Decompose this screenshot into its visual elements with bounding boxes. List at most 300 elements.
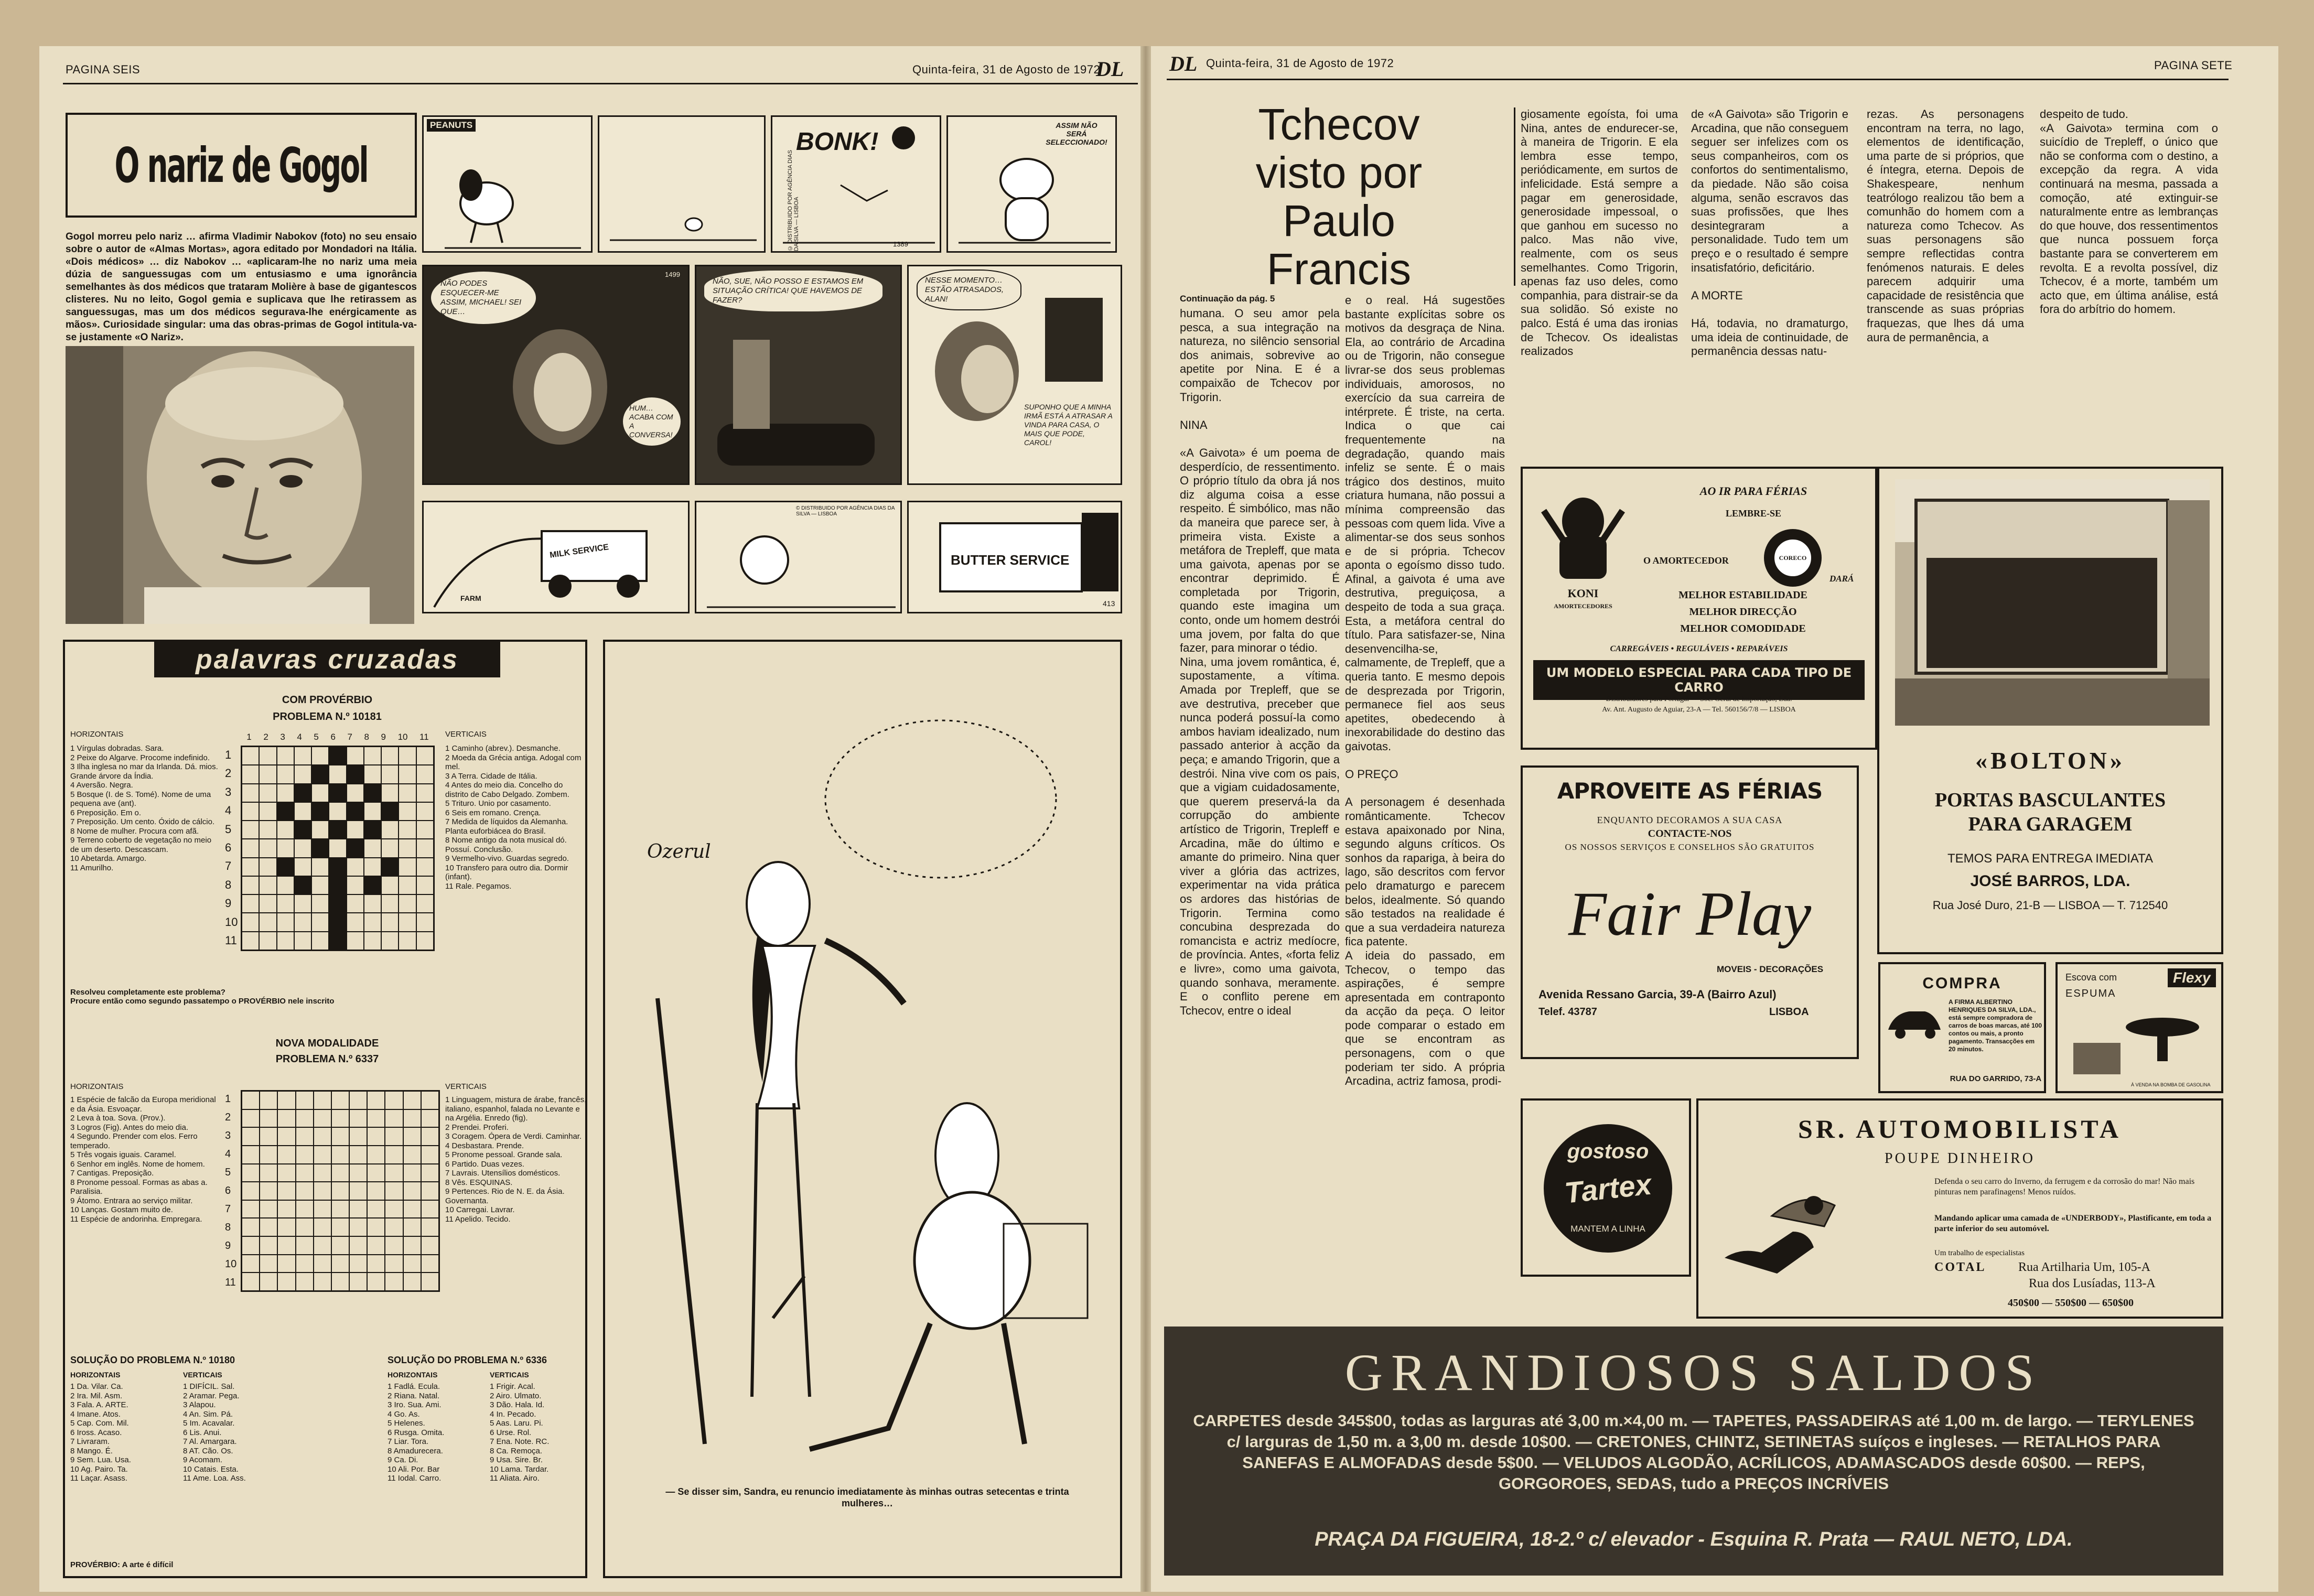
left-date: Quinta-feira, 31 de Agosto de 1972 xyxy=(912,63,1101,76)
grid-cell xyxy=(417,877,433,894)
proverb-line: PROVÉRBIO: A arte é difícil xyxy=(70,1560,174,1569)
drama-drawing-2 xyxy=(696,266,903,487)
grid-cell xyxy=(422,1110,438,1127)
grid-1-row-numbers xyxy=(225,746,238,950)
grid-cell xyxy=(329,784,346,802)
right-page-number: PAGINA SETE xyxy=(2154,59,2233,72)
row-num: 11 xyxy=(225,934,237,947)
sol-2-h-label: HORIZONTAIS xyxy=(388,1371,438,1379)
grid-cell xyxy=(312,765,328,783)
col-num: 5 xyxy=(314,732,319,742)
drama-panel-2 xyxy=(695,265,902,485)
grid-cell xyxy=(296,1182,313,1200)
resolve-note: Resolveu completamente este problema? Procure então como segundo passatempo o PROVÉRBIO nele inscrito xyxy=(70,988,335,1006)
grid-cell xyxy=(422,1092,438,1109)
crossword-subtitle: COM PROVÉRBIO xyxy=(282,694,373,706)
brush-icon xyxy=(2063,1006,2220,1080)
grid-cell xyxy=(260,803,276,820)
grid-cell xyxy=(382,747,398,764)
grid-cell xyxy=(382,895,398,912)
drama-bubble-5: SUPONHO QUE A MINHA IRMÃ ESTÁ A ATRASAR A VINDA PARA CASA, O MAIS QUE PODE, CAROL! xyxy=(1024,403,1113,447)
saldos-footer: PRAÇA DA FIGUEIRA, 18-2.º c/ elevador - Esquina R. Prata — RAUL NETO, LDA. xyxy=(1315,1528,2073,1550)
ball-drawing xyxy=(772,117,943,254)
grid-cell xyxy=(242,1146,259,1163)
row-num: 7 xyxy=(225,1203,231,1215)
grid-cell xyxy=(296,1092,313,1109)
grid-cell xyxy=(296,1201,313,1218)
fairplay-line3: OS NOSSOS SERVIÇOS E CONSELHOS SÃO GRATUITOS xyxy=(1565,842,1815,852)
row-num: 3 xyxy=(225,785,232,799)
crossword-grid-2 xyxy=(241,1090,440,1292)
auto-company: COTAL xyxy=(1934,1260,1986,1274)
grid-cell xyxy=(278,1092,295,1109)
grid-cell xyxy=(295,747,311,764)
grid-cell xyxy=(329,932,346,950)
grid-cell xyxy=(399,895,415,912)
koni-line7: MELHOR COMODIDADE xyxy=(1680,623,1806,634)
row-num: 6 xyxy=(225,1185,231,1196)
saldos-title: GRANDIOSOS SALDOS xyxy=(1344,1343,2043,1401)
grid-cell xyxy=(242,765,259,783)
grid-cell xyxy=(312,784,328,802)
compra-body: A FIRMA ALBERTINO HENRIQUES DA SILVA, LDA., está sempre compradora de carros de boas marcas, até 100 contos ou mais, a pronto pagamento. Transacções em 20 minutos. xyxy=(1949,998,2042,1053)
snoopy-bubble: ASSIM NÃO SERÁ SELECCIONADO! xyxy=(1046,121,1107,146)
grid-cell xyxy=(350,1273,367,1290)
grid-cell xyxy=(260,858,276,876)
col-num: 7 xyxy=(347,732,352,742)
col-num: 9 xyxy=(381,732,386,742)
grid-cell xyxy=(417,765,433,783)
grid-cell xyxy=(312,839,328,857)
grid-cell xyxy=(242,1201,259,1218)
grid-cell xyxy=(368,1092,384,1109)
peanuts-panel-1 xyxy=(422,115,593,253)
crossword-banner xyxy=(154,642,500,677)
grid-cell xyxy=(364,895,381,912)
grid-cell xyxy=(242,1237,259,1254)
grid-cell xyxy=(332,1255,349,1273)
grid-cell xyxy=(329,895,346,912)
grid-cell xyxy=(347,895,363,912)
koni-line1: AO IR PARA FÉRIAS xyxy=(1699,484,1807,498)
grid-cell xyxy=(314,1092,331,1109)
right-header-rule xyxy=(1167,79,2229,80)
milk-panel-2 xyxy=(695,501,902,613)
grid-cell xyxy=(368,1146,384,1163)
v-label-2: VERTICAIS xyxy=(445,1082,487,1091)
grid-cell xyxy=(364,747,381,764)
bolton-company: JOSÉ BARROS, LDA. xyxy=(1970,872,2130,890)
col-num: 4 xyxy=(297,732,302,742)
grid-cell xyxy=(242,895,259,912)
grid-cell xyxy=(417,895,433,912)
grid-cell xyxy=(260,747,276,764)
grid-cell xyxy=(278,1237,295,1254)
fairplay-brand: Fair Play xyxy=(1568,879,1812,948)
grid-cell xyxy=(314,1273,331,1290)
grid-cell xyxy=(295,858,311,876)
milk-agency: © DISTRIBUIDO POR AGÊNCIA DIAS DA SILVA — LISBOA xyxy=(796,505,895,517)
grid-cell xyxy=(296,1164,313,1182)
grid-cell xyxy=(277,784,294,802)
grid-cell xyxy=(296,1255,313,1273)
grid-cell xyxy=(277,858,294,876)
grid-cell xyxy=(260,784,276,802)
grid-cell xyxy=(399,913,415,931)
grid-cell xyxy=(332,1273,349,1290)
fairplay-tagline: MOVEIS - DECORAÇÕES xyxy=(1717,964,1824,974)
garage-photo xyxy=(1895,479,2210,726)
article-col-4: de «A Gaivota» são Trigorin e Arcadina, que não conseguem seguer ser infelizes com os seus companheiros, com os confortos do sentimentalismo, da piedade. Não são coisa alguma, senão escravos das suas profissões, que lhes desintegraram a personalidade. Tudo tem um preço e o resultado é sempre insatisfatório, deficitário. A MORTE Há, todavia, no dramaturgo, uma ideia de continuidade, de permanência dessas natu- xyxy=(1691,107,1848,358)
grid-cell xyxy=(422,1146,438,1163)
grid-cell xyxy=(278,1164,295,1182)
col-num: 10 xyxy=(397,732,408,742)
grid-cell xyxy=(385,1164,402,1182)
grid-cell xyxy=(404,1255,421,1273)
koni-line2: LEMBRE-SE xyxy=(1725,508,1782,519)
num-413: 413 xyxy=(1103,599,1115,608)
grid-cell xyxy=(295,877,311,894)
grid-cell xyxy=(385,1273,402,1290)
grid-cell xyxy=(312,803,328,820)
row-num: 3 xyxy=(225,1130,231,1141)
koni-line5: MELHOR ESTABILIDADE xyxy=(1678,589,1807,601)
grid-cell xyxy=(260,1182,277,1200)
grid-cell xyxy=(296,1218,313,1236)
comics-section xyxy=(422,110,1122,620)
auto-body1: Defenda o seu carro do Inverno, da ferrugem e da corrosão do mar! Não mais pinturas nem parafinagens! Menos ruídos. xyxy=(1934,1177,2195,1196)
solution-2-h: 1 Fadlá. Ecula. 2 Riana. Natal. 3 Iro. Sua. Ami. 4 Go. As. 5 Helenes. 6 Rusga. Omita. 7 Liar. Tora. 8 Amadurecera. 9 Ca. Di. 10 Ali. Por. Bar 11 Iodal. Carro. xyxy=(388,1382,445,1483)
grid-cell xyxy=(242,913,259,931)
grid-cell xyxy=(296,1128,313,1145)
milk-label: MILK SERVICE xyxy=(549,543,610,560)
grid-cell xyxy=(368,1237,384,1254)
grid-cell xyxy=(368,1164,384,1182)
drama-panel-3 xyxy=(907,265,1122,485)
grid-cell xyxy=(347,858,363,876)
grid-cell xyxy=(385,1255,402,1273)
col-num: 11 xyxy=(419,732,429,742)
grid-cell xyxy=(368,1182,384,1200)
grid-cell xyxy=(329,913,346,931)
crossword-banner-text: palavras cruzadas xyxy=(196,644,459,675)
grid-cell xyxy=(385,1182,402,1200)
row-num: 1 xyxy=(225,1093,231,1105)
grid-cell xyxy=(364,877,381,894)
spray-car-icon xyxy=(1709,1174,1845,1310)
gogol-caption: Gogol morreu pelo nariz … afirma Vladimir Nabokov (foto) no seu ensaio sobre o autor de «Almas Mortas», agora editado por Mondadori na Itália. «Dois médicos» … diz Nabokov … «aplicaram-lhe no nariz uma meia dúzia de sanguessugas com um entusiasmo e uma ignorância semelhantes às dos médicos que trataram Molière à base de gigantescos clisteres. Nu no leito, Gogol gemia e suplicava que lhe retirassem as sanguessugas, mas um dos médicos segurava-lhe enérgicamente as mãos». Curiosidade singular: uma das obras-primas de Gogol intitula-va-se justamente «O Nariz». xyxy=(66,231,417,343)
gogol-section xyxy=(66,113,417,624)
auto-title: SR. AUTOMOBILISTA xyxy=(1798,1114,2122,1144)
grid-cell xyxy=(242,932,259,950)
grid-cell xyxy=(260,765,276,783)
fairplay-line2: CONTACTE-NOS xyxy=(1648,828,1732,839)
row-num: 5 xyxy=(225,822,232,836)
snoopy-drawing xyxy=(424,117,594,254)
grid-cell xyxy=(364,932,381,950)
grid-cell xyxy=(399,765,415,783)
grid-cell xyxy=(277,877,294,894)
grid-cell xyxy=(385,1110,402,1127)
grid-cell xyxy=(295,839,311,857)
grid-cell xyxy=(422,1237,438,1254)
grid-cell xyxy=(364,784,381,802)
grid-cell xyxy=(242,877,259,894)
grid-cell xyxy=(332,1146,349,1163)
grid-cell xyxy=(347,747,363,764)
grid-cell xyxy=(332,1218,349,1236)
grid-cell xyxy=(417,803,433,820)
grid-cell xyxy=(277,765,294,783)
grid-cell xyxy=(350,1164,367,1182)
grid-cell xyxy=(417,784,433,802)
row-num: 2 xyxy=(225,767,232,780)
compra-title: COMPRA xyxy=(1922,975,2002,992)
v-label-1: VERTICAIS xyxy=(445,730,487,739)
grid-cell xyxy=(404,1164,421,1182)
grid-cell xyxy=(364,765,381,783)
grid-cell xyxy=(404,1237,421,1254)
flexy-brand: Flexy xyxy=(2168,968,2216,987)
peanuts-panel-2 xyxy=(598,115,766,253)
nabokov-portrait xyxy=(66,346,414,624)
cartoon-section xyxy=(603,640,1122,1578)
grid-cell xyxy=(242,1164,259,1182)
grid-cell xyxy=(422,1218,438,1236)
center-fold xyxy=(1140,46,1151,1592)
cartoon-signature: Ozerul xyxy=(647,841,711,862)
row-num: 10 xyxy=(225,1258,237,1270)
koni-ad xyxy=(1521,467,1877,750)
auto-body2: Mandando aplicar uma camada de «UNDERBODY», Plastificante, em toda a parte inferior do seu automóvel. xyxy=(1934,1214,2212,1233)
col-num: 2 xyxy=(263,732,268,742)
v-clues-2: 1 Linguagem, mistura de árabe, francês, italiano, espanhol, falada no Levante e na Argélia. Enredo (fig). 2 Prendei. Proferi. 3 Coragem. Ópera de Verdi. Caminhar. 4 Desbastara. Prende. 5 Pronome pessoal. Grande sala. 6 Partido. Duas vezes. 7 Lavrais. Utensílios domésticos. 8 Vês. ESQUINAS. 9 Pertences. Rio de N. E. da Ásia. Governanta. 10 Carregai. Lavrar. 11 Apelido. Tecido. xyxy=(445,1095,587,1224)
grid-cell xyxy=(364,839,381,857)
auto-prices: 450$00 — 550$00 — 650$00 xyxy=(2008,1297,2134,1309)
grid-cell xyxy=(242,1273,259,1290)
grid-cell xyxy=(350,1237,367,1254)
grid-2-row-numbers xyxy=(225,1090,238,1292)
koni-brand-sub: AMORTECEDORES xyxy=(1554,602,1612,610)
butter-label: BUTTER SERVICE xyxy=(951,552,1070,568)
flexy-line2: ESPUMA xyxy=(2065,988,2116,999)
grid-cell xyxy=(382,913,398,931)
woodstock-drawing xyxy=(599,117,767,254)
num-1499: 1499 xyxy=(665,271,680,278)
grid-cell xyxy=(242,747,259,764)
drama-panel-1 xyxy=(422,265,690,485)
grid-cell xyxy=(242,1128,259,1145)
solution-2-v: 1 Frigir. Acal. 2 Airo. Ulmato. 3 Dão. Hala. Id. 4 In. Pecado. 5 Aas. Laru. Pi. 6 Urse. Rol. 7 Ena. Note. RC. 8 Ca. Remoça. 9 Usa. Sire. Br. 10 Lama. Tardar. 11 Aliata. Airo. xyxy=(490,1382,550,1483)
grid-cell xyxy=(260,1164,277,1182)
article-col-1: humana. O seu amor pela pesca, a sua integração na natureza, no silêncio sensorial dos animais, sobrevive ao apetite por Nina. E é a compaixão de Tchecov por Trigorin. NINA «A Gaivota» é um poema de desperdício, de ressentimento. O próprio título da obra já nos diz alguma coisa a esse respeito. É simbólico, mas não da maneira que parece ser, à primeira vista. Existe a metáfora de Trepleff, que mata uma gaivota, apenas por se encontrar deprimido. É completada por Trigorin, quando este imagina um conto, onde um homem destrói uma jovem, por falta do que fazer, para minorar o tédio. Nina, uma jovem romântica, é, supostamente, a vítima. Amada por Trepleff, que se ave destrutiva, preceber que nunca poderá possuí-la como ambos haviam idealizado, num passado anterior à acção da peça; e amando Trigorin, que a destrói. Nina vive com os pais, que a vigiam cuidadosamente, que querem preservá-la da corrupção do ambiente artístico de Trigorin, Trepleff e Arcadina, mãe do último e amante do primeiro. Nina quer viver a glória das actrizes, experimentar na vida prática os ardores das histórias de Trigorin. Termina como concubina desprezada do romancista e actriz medíocre, de província. Antes, «forta feliz e livre», como uma gaivota, quando sonhava, meramente. E o conflito perene em Tchecov, entre o ideal xyxy=(1180,307,1340,1017)
article-col-3: giosamente egoísta, foi uma Nina, antes de endurecer-se, à maneira de Trigorin. E ela lembra esse tempo, periódicamente, em surtos de infelicidade. Está sempre a pagar em generosidade, generosidade impessoal, o que ganhou em sucesso no palco. Mas não vive, realmente, com os seus semelhantes. Como Trigorin, apenas faz uso deles, como companhia, para distrair-se da sua solidão. Só existe no palco. Está é uma das ironias de Tchecov. Os idealistas realizados xyxy=(1521,107,1678,358)
grid-cell xyxy=(260,1237,277,1254)
drama-drawing-1 xyxy=(424,266,691,487)
grid-cell xyxy=(242,803,259,820)
h-clues-2: 1 Espécie de falcão da Europa meridional e da Ásia. Esvoaçar. 2 Leva à toa. Sova. (Prov.). 3 Logros (Fig). Antes do meio dia. 4 Segundo. Prender com elos. Ferro temperado. 5 Três vogais iguais. Caramel. 6 Senhor em inglês. Nome de homem. 7 Cantigas. Preposição. 8 Pronome pessoal. Formas as abas a. Paralisia. 9 Átomo. Entrara ao serviço militar. 10 Lanças. Gostam muito de. 11 Espécie de andorinha. Empregara. xyxy=(70,1095,216,1224)
drama-bubble-3: NESSE MOMENTO… ESTÃO ATRASADOS, ALAN! xyxy=(917,269,1021,310)
grid-cell xyxy=(332,1110,349,1127)
grid-cell xyxy=(347,839,363,857)
grid-cell xyxy=(295,913,311,931)
grid-cell xyxy=(417,839,433,857)
grid-cell xyxy=(385,1092,402,1109)
grid-cell xyxy=(278,1146,295,1163)
grid-cell xyxy=(350,1128,367,1145)
col-num: 8 xyxy=(364,732,369,742)
milk-panel-3 xyxy=(907,501,1122,613)
grid-cell xyxy=(422,1128,438,1145)
grid-cell xyxy=(242,1218,259,1236)
peanuts-panel-3 xyxy=(771,115,941,253)
grid-cell xyxy=(295,821,311,838)
fairplay-city: LISBOA xyxy=(1769,1006,1809,1018)
grid-cell xyxy=(329,765,346,783)
grid-cell xyxy=(277,747,294,764)
grid-cell xyxy=(399,858,415,876)
grid-cell xyxy=(368,1218,384,1236)
grid-cell xyxy=(314,1255,331,1273)
grid-cell xyxy=(329,747,346,764)
compra-ad xyxy=(1878,962,2046,1093)
grid-cell xyxy=(312,858,328,876)
grid-cell xyxy=(278,1128,295,1145)
auto-subtitle: POUPE DINHEIRO xyxy=(1885,1150,2035,1167)
grid-cell xyxy=(295,803,311,820)
koni-seal-text: CORECO xyxy=(1779,554,1807,562)
grid-cell xyxy=(277,803,294,820)
right-logo: DL xyxy=(1169,52,1198,76)
grid-cell xyxy=(347,803,363,820)
grid-cell xyxy=(382,858,398,876)
fairplay-address: Avenida Ressano Garcia, 39-A (Bairro Azul) xyxy=(1538,988,1777,1001)
grid-cell xyxy=(332,1092,349,1109)
grid-cell xyxy=(382,765,398,783)
row-num: 10 xyxy=(225,915,238,929)
article-col-6: despeito de tudo. «A Gaivota» termina com o suicídio de Trepleff, o único que não se conforma com o destino, a excepção da regra. A vida continuará na mesma, passada a comoção, até extinguir-se naturalmente entre as lembranças do que houve, dos ressentimentos que nunca possuem força bastante para se converterem em revolta. E a revolta possível, diz Tchecov, é a morte, também um acto que, em última análise, está fora do arbítrio do homem. xyxy=(2040,107,2218,316)
row-num: 2 xyxy=(225,1112,231,1123)
grid-cell xyxy=(382,877,398,894)
grid-cell xyxy=(296,1273,313,1290)
grid-cell xyxy=(422,1201,438,1218)
row-num: 9 xyxy=(225,897,232,910)
grid-cell xyxy=(385,1146,402,1163)
h-clues-1: 1 Vírgulas dobradas. Sara. 2 Peixe do Algarve. Procome indefinido. 3 Ilha inglesa no mar da Irlanda. Dá. mios. Grande árvore da Índia. 4 Aversão. Negra. 5 Bosque (I. de S. Tomé). Nome de uma pequena ave (ant). 6 Preposição. Em o. 7 Preposição. Um cento. Óxido de cálcio. 8 Nome de mulher. Procura com afã. 9 Terreno coberto de vegetação no meio de um deserto. Descascam. 10 Abetarda. Amargo. 11 Amurilho. xyxy=(70,744,218,872)
grid-cell xyxy=(347,765,363,783)
car-icon xyxy=(1886,1001,1943,1043)
compra-street: RUA DO GARRIDO, 73-A xyxy=(1950,1074,2042,1083)
left-logo: DL xyxy=(1096,57,1124,81)
koni-seal xyxy=(1764,529,1822,587)
tartex-foot: MANTEM A LINHA xyxy=(1570,1224,1645,1234)
grid-cell xyxy=(385,1237,402,1254)
grid-cell xyxy=(368,1128,384,1145)
grid-cell xyxy=(347,932,363,950)
sol-2-v-label: VERTICAIS xyxy=(490,1371,529,1379)
left-header-rule xyxy=(63,83,1138,84)
grid-cell xyxy=(399,839,415,857)
crossword-grid-1 xyxy=(241,746,435,951)
fairplay-phone: Telef. 43787 xyxy=(1538,1006,1597,1018)
grid-cell xyxy=(399,932,415,950)
grid-cell xyxy=(404,1273,421,1290)
grid-cell xyxy=(260,1146,277,1163)
article-col-2: e o real. Há sugestões bastante explícitas sobre os motivos da desgraça de Nina. Ela, ao contrário de Arcadina ou de Trigorin, não consegue livrar-se dos seus problemas individuais, amorosos, no exercício da sua carreira de intérprete. É triste, na certa. Indica o que cai frequentemente na degradação, quando mais infeliz se sente. É o mais trágico dos destinos, muito criatura humana, não possui a mínima compreensão das pessoas com quem lida. Vive a alimentar-se dos seus sonhos e de si própria. Tchecov aponta o egoísmo disso tudo. Afinal, a gaivota é uma ave destrutiva, preguiçosa, a despeito de toda a sua graça. Esta, a metáfora central do título. Para satisfazer-se, Nina desenvencilha-se, calmamente, de Trepleff, que a queria tanto. E mesmo depois de desprezada por Trigorin, permanece fiel aos seus apetites, obedecendo à inexorabilidade do destino das gaivotas. O PREÇO A personagem é desenhada românticamente. Tchecov estava apaixonado por Nina, segundo alguns críticos. Os sonhos da rapariga, à beira do lago, são descritos com fervor pelo dramaturgo e parecem belos, idealmente. Só quando são testados na realidade é que a sua verdadeira natureza fica patente. A ideia do passado, em Tchecov, o tempo das aspirações, é sempre apresentada em contraponto da acção da peça. O leitor pode comparar o estado em que se encontram as personagens, com o que poderiam ter sido. A própria Arcadina, actriz famosa, prodi- xyxy=(1345,294,1505,1088)
drama-bubble-1: NÃO PODES ESQUECER-ME ASSIM, MICHAEL! SEI QUE… xyxy=(431,272,536,324)
snoopy-standing xyxy=(948,117,1118,254)
article-col-5: rezas. As personagens encontram na terra, no lago, elementos de identificação, uma parte de si próprios, que é íntegra, eterna. Depois de Shakespeare, nenhum teatrólogo realizou tão bem a comunhão do homem com a natureza como Tchecov. As suas personagens são sempre reflectidas contra fenómenos naturais. E deles parecem adquirir uma capacidade de resistência que transcende as suas próprias fraquezas, que lhes dá uma aura de permanência, a xyxy=(1867,107,2024,344)
grid-cell xyxy=(296,1146,313,1163)
crossword-problem-2: PROBLEMA N.º 6337 xyxy=(275,1053,379,1065)
grid-cell xyxy=(350,1110,367,1127)
auto-body3: Um trabalho de especialistas xyxy=(1934,1249,2025,1257)
koni-brand: KONI xyxy=(1567,587,1599,600)
grid-cell xyxy=(295,765,311,783)
flexy-foot: À VENDA NA BOMBA DE GASOLINA xyxy=(2131,1082,2211,1087)
col-num: 6 xyxy=(330,732,336,742)
grid-cell xyxy=(278,1255,295,1273)
grid-cell xyxy=(385,1128,402,1145)
gogol-title: O nariz de Gogol xyxy=(114,137,368,193)
grid-cell xyxy=(404,1218,421,1236)
auto-ad xyxy=(1696,1098,2223,1319)
drama-bubble-2: NÃO, SUE, NÃO POSSO E ESTAMOS EM SITUAÇÃO CRÍTICA! QUE HAVEMOS DE FAZER? xyxy=(704,271,882,311)
solution-2-title: SOLUÇÃO DO PROBLEMA N.º 6336 xyxy=(388,1355,547,1365)
article-title-box xyxy=(1164,100,1515,294)
grid-cell xyxy=(382,821,398,838)
koni-dist: Distribuidores para Portugal — Soc. Geral de Importação, Lda. Av. Ant. Augusto de Aguiar, 23-A — Tel. 560156/7/8 — LISBOA xyxy=(1602,695,1796,714)
grid-cell xyxy=(312,877,328,894)
grid-cell xyxy=(347,821,363,838)
grid-cell xyxy=(260,1110,277,1127)
grid-cell xyxy=(382,803,398,820)
drama-drawing-3 xyxy=(909,266,1124,487)
grid-cell xyxy=(314,1237,331,1254)
solution-1-title: SOLUÇÃO DO PROBLEMA N.º 10180 xyxy=(70,1355,235,1365)
row-num: 4 xyxy=(225,1148,231,1160)
grid-cell xyxy=(242,839,259,857)
grid-cell xyxy=(296,1237,313,1254)
grid-cell xyxy=(329,821,346,838)
crossword-subtitle-2: NOVA MODALIDADE xyxy=(275,1038,379,1049)
grid-cell xyxy=(314,1110,331,1127)
fairplay-headline: APROVEITE AS FÉRIAS xyxy=(1557,778,1823,804)
saldos-body: CARPETES desde 345$00, todas as larguras até 3,00 m.×4,00 m. — TAPETES, PASSADEIRAS até 1,00 m. de largo. — TERYLENES c/ larguras de 1,50 m. a 3,00 m. desde 10$00. — CRETONES, CHINTZ, SETINETAS suíços e ingleses. — RETALHOS PARA SANEFAS E ALMOFADAS desde 5$00. — VELUDOS ALGODÃO, ACRÍLICOS, ADAMASCADOS desde 60$00. — REPS, GORGOROES, SEDAS, tudo a PREÇOS INCRÍVEIS xyxy=(1193,1411,2194,1493)
grid-cell xyxy=(404,1201,421,1218)
row-num: 9 xyxy=(225,1240,231,1252)
cartoon-caption: — Se disser sim, Sandra, eu renuncio imediatamente às minhas outras setecentas e trinta mulheres… xyxy=(665,1486,1069,1508)
tartex-brand: Tartex xyxy=(1563,1167,1653,1210)
milk-panel-1 xyxy=(422,501,690,613)
koni-line3: O AMORTECEDOR xyxy=(1643,555,1729,566)
grid-cell xyxy=(422,1255,438,1273)
grid-cell xyxy=(260,821,276,838)
grid-cell xyxy=(295,784,311,802)
grid-cell xyxy=(417,821,433,838)
grid-cell xyxy=(417,932,433,950)
row-num: 6 xyxy=(225,840,232,854)
grid-cell xyxy=(350,1182,367,1200)
crossword-problem-1: PROBLEMA N.º 10181 xyxy=(273,711,382,722)
grid-cell xyxy=(260,877,276,894)
grid-cell xyxy=(277,821,294,838)
grid-cell xyxy=(260,1128,277,1145)
sol-1-v-label: VERTICAIS xyxy=(183,1371,222,1379)
grid-cell xyxy=(295,895,311,912)
grid-cell xyxy=(278,1218,295,1236)
grid-cell xyxy=(329,877,346,894)
